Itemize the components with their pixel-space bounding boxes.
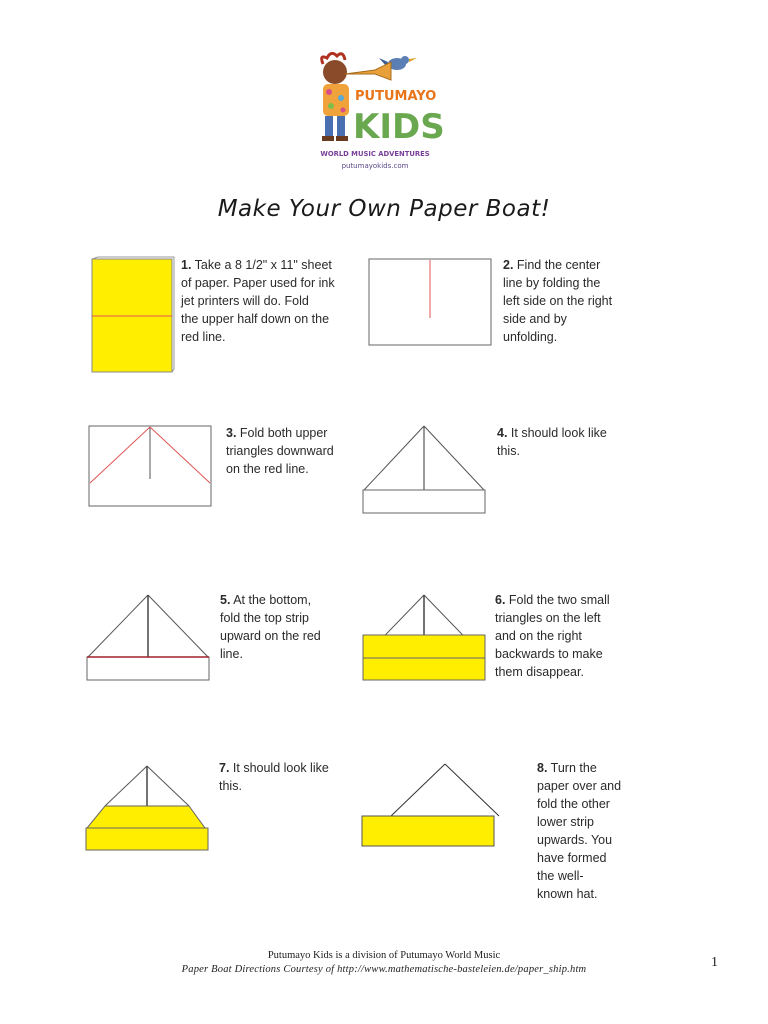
- step-8-instruction: Turn the paper over and fold the other lower strip upwards. You have formed the well- known hat.: [537, 761, 622, 901]
- step-6-text: [495, 591, 645, 681]
- footer-division-note: Putumayo Kids is a division of Putumayo World Music: [267, 950, 501, 961]
- step-4-instruction: It should look like this.: [497, 426, 607, 458]
- step-7-instruction: It should look like this.: [219, 761, 329, 793]
- step-3-number: 3.: [226, 426, 237, 440]
- step-8-text: [537, 759, 647, 903]
- logo-brand-main: KIDS: [353, 107, 445, 147]
- footer-credit: Paper Boat Directions Courtesy of http://www.mathematische-basteleien.de/paper_ship.htm: [181, 964, 587, 975]
- step-2-figure: [368, 258, 494, 352]
- step-6-figure: [362, 593, 488, 689]
- step-8-figure: [361, 762, 529, 856]
- step-7-text: [219, 759, 359, 795]
- page-title: Make Your Own Paper Boat!: [217, 196, 551, 222]
- step-3-figure: [88, 425, 214, 513]
- step-1-instruction: Take a 8 1/2" x 11" sheet of paper. Paper used for ink jet printers will do. Fold the upper half down on the red line.: [181, 258, 335, 344]
- step-7-number: 7.: [219, 761, 230, 775]
- step-5-number: 5.: [220, 593, 231, 607]
- step-1-number: 1.: [181, 258, 192, 272]
- step-5-instruction: At the bottom, fold the top strip upward on the red line.: [220, 593, 321, 661]
- step-6-number: 6.: [495, 593, 506, 607]
- step-1-text: [181, 256, 361, 346]
- step-5-text: [220, 591, 360, 663]
- step-6-instruction: Fold the two small triangles on the left and on the right backwards to make them disappear.: [495, 593, 610, 679]
- step-2-number: 2.: [503, 258, 514, 272]
- logo-brand-top: PUTUMAYO: [355, 89, 437, 104]
- step-2-text: [503, 256, 643, 346]
- step-8-number: 8.: [537, 761, 548, 775]
- step-3-instruction: Fold both upper triangles downward on the red line.: [226, 426, 334, 476]
- step-2-instruction: Find the center line by folding the left side on the right side and by unfolding.: [503, 258, 613, 344]
- logo-url: putumayokids.com: [341, 162, 409, 170]
- step-4-text: [497, 424, 637, 460]
- step-7-figure: [85, 764, 211, 858]
- step-4-figure: [362, 424, 488, 520]
- logo-tagline: WORLD MUSIC ADVENTURES: [320, 150, 430, 158]
- step-1-figure: [88, 254, 178, 380]
- putumayo-kids-logo: [305, 50, 445, 180]
- step-4-number: 4.: [497, 426, 508, 440]
- page-number: 1: [711, 955, 718, 970]
- step-5-figure: [86, 593, 212, 689]
- step-3-text: [226, 424, 366, 478]
